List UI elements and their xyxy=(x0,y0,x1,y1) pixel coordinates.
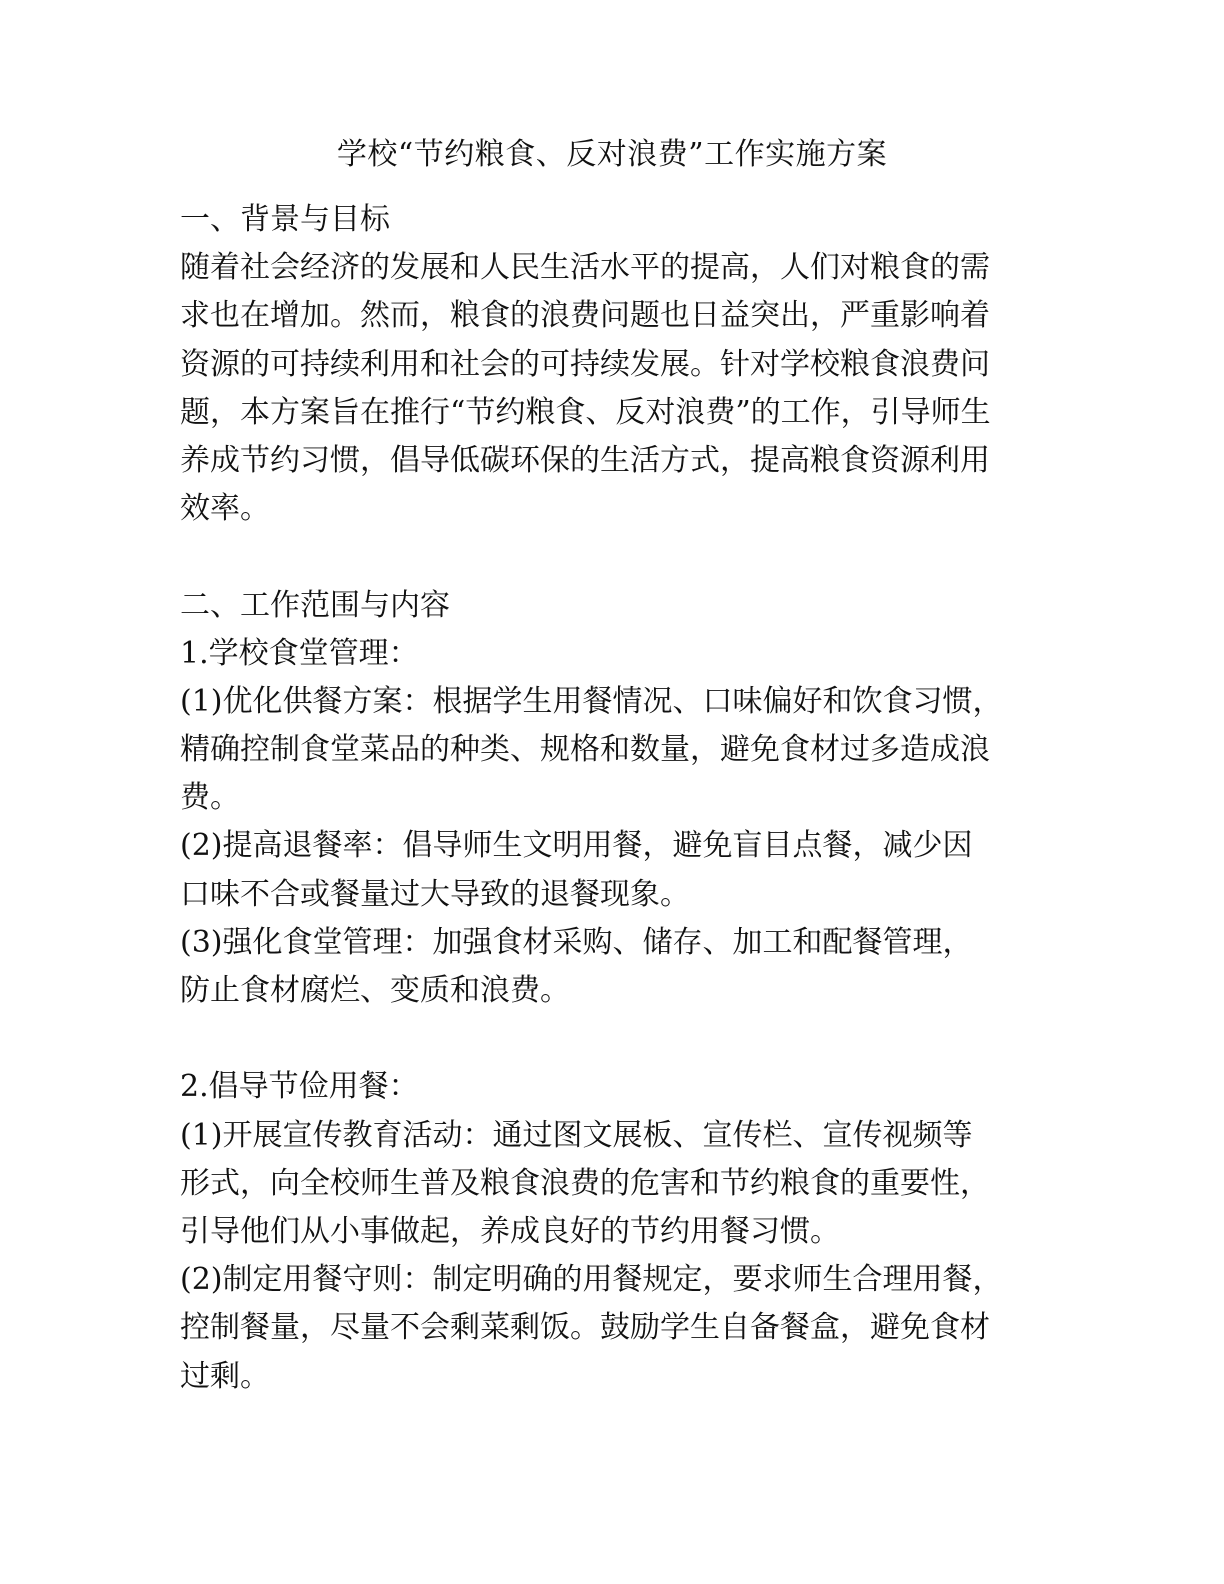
paragraph-line: 养成节约习惯，倡导低碳环保的生活方式，提高粮食资源利用 xyxy=(180,442,990,478)
document-body xyxy=(180,196,1060,1401)
blank-line xyxy=(180,533,1060,581)
paragraph-line: 控制餐量，尽量不会剩菜剩饭。鼓励学生自备餐盒，避免食材 xyxy=(180,1310,990,1346)
paragraph-line: 费。 xyxy=(180,780,240,816)
paragraph-line: (3)强化食堂管理：加强食材采购、储存、加工和配餐管理， xyxy=(180,924,973,960)
paragraph-line: 题，本方案旨在推行“节约粮食、反对浪费”的工作，引导师生 xyxy=(180,394,991,430)
document-title: 学校“节约粮食、反对浪费”工作实施方案 xyxy=(336,137,888,172)
paragraph-line: 口味不合或餐量过大导致的退餐现象。 xyxy=(180,876,690,912)
paragraph-line: 引导他们从小事做起，养成良好的节约用餐习惯。 xyxy=(180,1213,840,1249)
blank-line xyxy=(180,1015,1060,1063)
paragraph-line: 随着社会经济的发展和人民生活水平的提高，人们对粮食的需 xyxy=(180,250,990,286)
paragraph-line: 资源的可持续利用和社会的可持续发展。针对学校粮食浪费问 xyxy=(180,346,990,382)
paragraph-line: 形式，向全校师生普及粮食浪费的危害和节约粮食的重要性， xyxy=(180,1165,990,1201)
section-heading-background: 一、背景与目标 xyxy=(180,202,390,237)
paragraph-line: 求也在增加。然而，粮食的浪费问题也日益突出，严重影响着 xyxy=(180,298,990,334)
subsection-heading-canteen: 1.学校食堂管理： xyxy=(180,635,419,671)
paragraph-line: 效率。 xyxy=(180,491,270,527)
paragraph-line: (2)制定用餐守则：制定明确的用餐规定，要求师生合理用餐， xyxy=(180,1262,1003,1298)
paragraph-line: (1)开展宣传教育活动：通过图文展板、宣传栏、宣传视频等 xyxy=(180,1117,973,1153)
paragraph-line: (2)提高退餐率：倡导师生文明用餐，避免盲目点餐，减少因 xyxy=(180,828,973,864)
paragraph-line: 防止食材腐烂、变质和浪费。 xyxy=(180,973,570,1008)
section-heading-scope: 二、工作范围与内容 xyxy=(180,587,450,623)
paragraph-line: 精确控制食堂菜品的种类、规格和数量，避免食材过多造成浪 xyxy=(180,732,990,768)
paragraph-line: (1)优化供餐方案：根据学生用餐情况、口味偏好和饮食习惯， xyxy=(180,683,1003,719)
paragraph-line: 过剩。 xyxy=(180,1358,270,1394)
subsection-heading-frugal-dining: 2.倡导节俭用餐： xyxy=(180,1069,419,1105)
